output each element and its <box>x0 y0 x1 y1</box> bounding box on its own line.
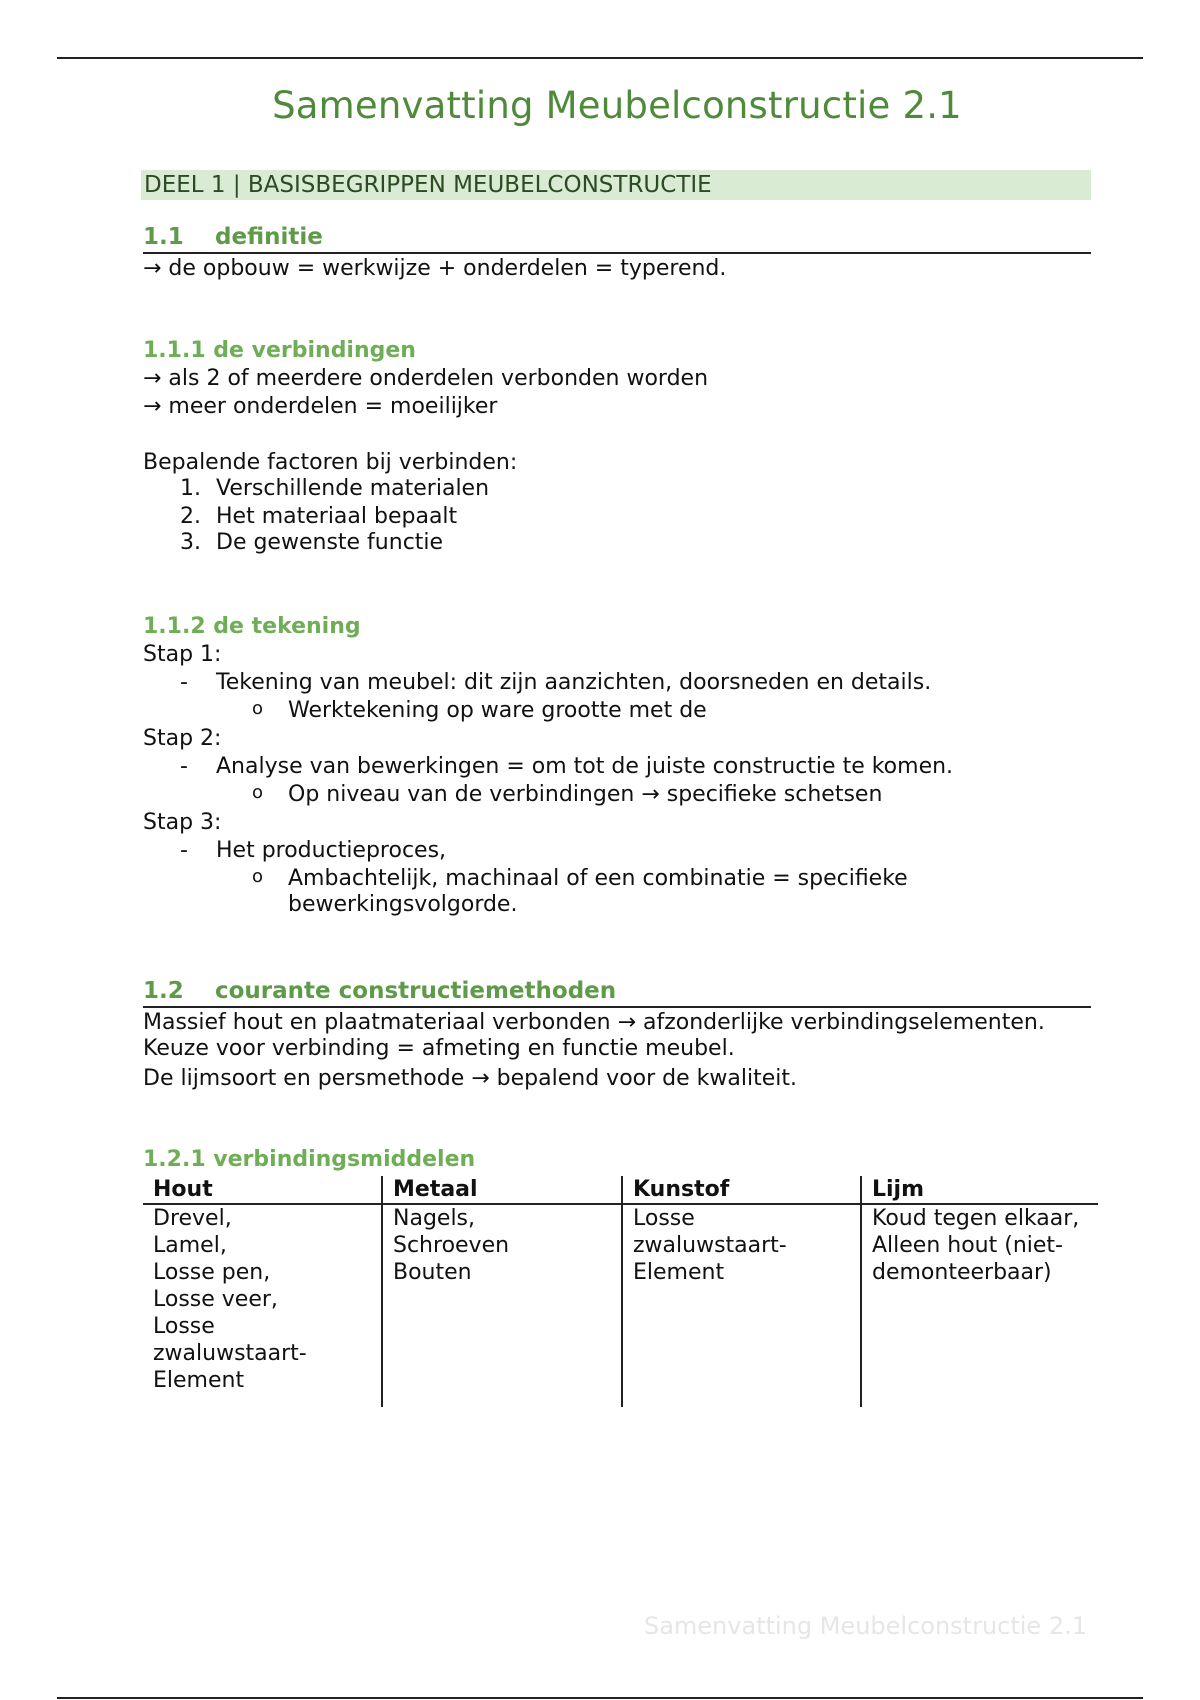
section-1-1-1-heading: 1.1.1 de verbindingen <box>143 338 416 363</box>
list-item: o Werktekening op ware grootte met de <box>252 698 707 723</box>
table-cell-hout: Drevel, Lamel, Losse pen, Losse veer, Losse zwaluwstaart- Element <box>153 1206 307 1393</box>
table-header: Hout <box>143 1176 382 1204</box>
text-line: Keuze voor verbinding = afmeting en functie meubel. <box>143 1036 735 1061</box>
step-label: Stap 2: <box>143 726 222 751</box>
section-1-2-heading <box>143 976 1091 1008</box>
table-header: Lijm <box>861 1176 1098 1204</box>
list-item: 2. Het materiaal bepaalt <box>180 504 458 529</box>
list-item: - Analyse van bewerkingen = om tot de juiste constructie te komen. <box>180 754 954 779</box>
table-row <box>143 1204 1098 1407</box>
bottom-rule <box>57 1697 1143 1699</box>
list-item: - Tekening van meubel: dit zijn aanzichten, doorsneden en details. <box>180 670 932 695</box>
text-line: Massief hout en plaatmateriaal verbonden → afzonderlijke verbindingselementen. <box>143 1010 1045 1035</box>
text-line: De lijmsoort en persmethode → bepalend voor de kwaliteit. <box>143 1066 797 1091</box>
table-header: Kunstof <box>622 1176 861 1204</box>
table-header: Metaal <box>382 1176 622 1204</box>
section-1-1-2-heading: 1.1.2 de tekening <box>143 614 361 639</box>
section-1-2-1-heading: 1.2.1 verbindingsmiddelen <box>143 1147 476 1172</box>
text-line: → als 2 of meerdere onderdelen verbonden worden <box>143 366 709 391</box>
text-line: → meer onderdelen = moeilijker <box>143 394 498 419</box>
section-title: definitie <box>215 224 323 250</box>
list-item: 3. De gewenste functie <box>180 530 444 555</box>
table-header-row <box>143 1176 1098 1204</box>
list-item: 1. Verschillende materialen <box>180 476 490 501</box>
step-label: Stap 1: <box>143 642 222 667</box>
list-item: o Op niveau van de verbindingen → specifieke schetsen <box>252 782 883 807</box>
part-banner: DEEL 1 | BASISBEGRIPPEN MEUBELCONSTRUCTIE <box>141 170 1091 200</box>
definition-line: → de opbouw = werkwijze + onderdelen = typerend. <box>143 256 727 281</box>
top-rule <box>57 57 1143 59</box>
step-label: Stap 3: <box>143 810 222 835</box>
section-number: 1.1 <box>143 224 184 250</box>
document-title: Samenvatting Meubelconstructie 2.1 <box>272 84 962 127</box>
table-cell-lijm: Koud tegen elkaar, Alleen hout (niet- demonteerbaar) <box>861 1204 1098 1407</box>
section-number: 1.2 <box>143 978 184 1004</box>
list-item: o Ambachtelijk, machinaal of een combinatie = specifieke bewerkingsvolgorde. <box>252 866 908 917</box>
connectors-table <box>143 1176 1098 1407</box>
footer-title: Samenvatting Meubelconstructie 2.1 <box>643 1612 1087 1640</box>
section-title: courante constructiemethoden <box>215 978 617 1004</box>
section-1-1-heading <box>143 222 1091 254</box>
list-item: - Het productieproces, <box>180 838 447 863</box>
table-cell-kunstof: Losse zwaluwstaart- Element <box>622 1204 861 1407</box>
table-cell-metaal: Nagels, Schroeven Bouten <box>382 1204 622 1407</box>
factors-intro: Bepalende factoren bij verbinden: <box>143 450 518 475</box>
